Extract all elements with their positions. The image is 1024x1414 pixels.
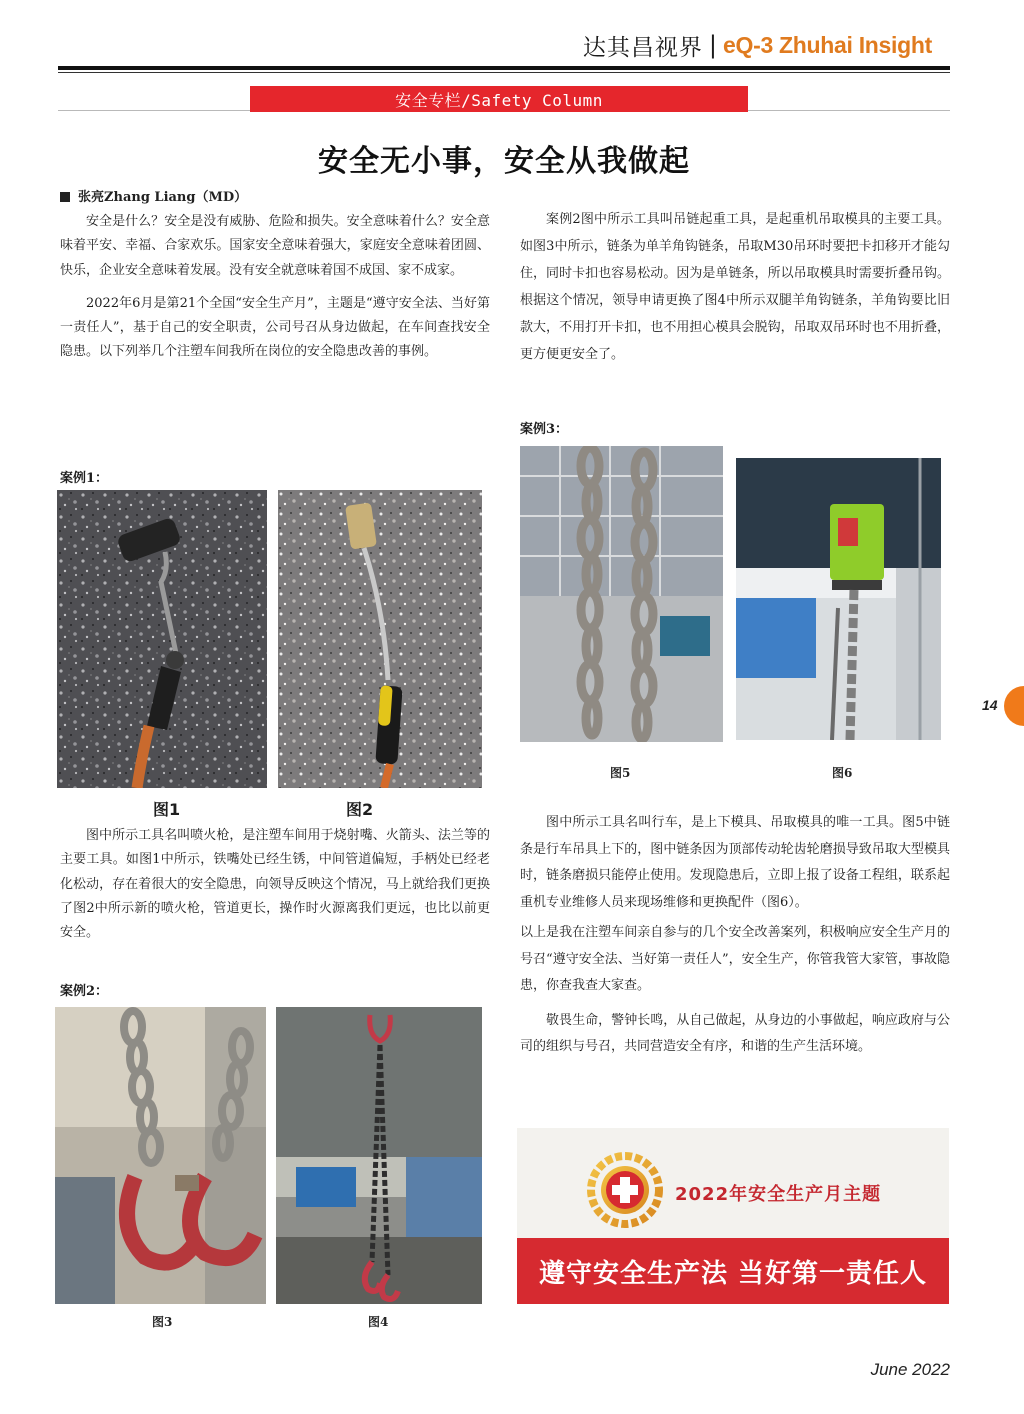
summary-paragraph: 以上是我在注塑车间亲自参与的几个安全改善案列，积极响应安全生产月的号召“遵守安全法、当好第一责任人”，安全生产，你管我管大家管，事故隐患，你查我查大家查。 — [520, 925, 950, 993]
author-line — [60, 186, 247, 205]
figure-4-caption: 图4 — [368, 1315, 389, 1329]
figure-3-caption: 图3 — [152, 1315, 173, 1329]
masthead-separator: | — [708, 31, 718, 59]
case1-paragraph: 图中所示工具名叫喷火枪，是注塑车间用于烧射嘴、火箭头、法兰等的主要工具。如图1中所示，铁嘴处已经生锈，中间管道偏短，手柄处已经老化松动，存在着很大的安全隐患，向领导反映这个情况，马上就给我们更换了图2中所示新的喷火枪，管道更长，操作时火源离我们更远，也比以前更安全。 — [60, 828, 490, 941]
author-name: 张亮Zhang Liang（MD） — [78, 190, 248, 205]
figure-5-caption: 图5 — [610, 766, 631, 780]
column-banner: 安全专栏/Safety Column — [250, 86, 748, 112]
case1-label: 案例1： — [60, 471, 109, 486]
masthead-en: eQ-3 Zhuhai Insight — [723, 31, 932, 58]
header-rule-thin — [58, 72, 950, 73]
figure-2-photo — [278, 490, 482, 788]
safety-cross-emblem-icon — [585, 1150, 665, 1230]
poster-year-title: 2022年安全生产月主题 — [675, 1184, 882, 1205]
figure-3-photo — [55, 1007, 266, 1304]
masthead-cn: 达其昌视界 — [582, 34, 703, 61]
figure-6-photo — [736, 458, 941, 740]
figure-4-photo — [276, 1007, 482, 1304]
figure-5-photo — [520, 446, 723, 742]
case3-paragraph: 图中所示工具名叫行车，是上下模具、吊取模具的唯一工具。图5中链条是行车吊具上下的，图中链条因为顶部传动轮齿轮磨损导致吊取大型模具时，链条磨损只能停止使用。发现隐患后，立即上报了设备工程组，联系起重机专业维修人员来现场维修和更换配件（图6）。 — [520, 815, 950, 910]
safety-month-poster — [517, 1128, 949, 1304]
page-number: 14 — [982, 697, 998, 713]
figure-2-caption: 图2 — [346, 800, 374, 819]
case1-text — [60, 824, 490, 945]
case3-label: 案例3： — [520, 422, 569, 437]
case2-label: 案例2： — [60, 984, 109, 999]
author-bullet-icon — [60, 192, 70, 202]
figure-6-caption: 图6 — [832, 766, 853, 780]
masthead — [560, 28, 932, 62]
case2-paragraph: 案例2图中所示工具叫吊链起重工具，是起重机吊取模具的主要工具。如图3中所示，链条为单羊角钩链条，吊取M30吊环时要把卡扣移开才能勾住，同时卡扣也容易松动。因为是单链条，所以吊取模具时需要折叠吊钩。根据这个情况，领导申请更换了图4中所示双腿羊角钩链条，羊角钩要比旧款大，不用打开卡扣，也不用担心模具会脱钩，吊取双吊环时也不用折叠，更方便更安全了。 — [520, 212, 950, 362]
closing-paragraph: 敬畏生命，警钟长鸣，从自己做起，从身边的小事做起，响应政府与公司的组织与号召，共同营造安全有序，和谐的生产生活环境。 — [520, 1012, 950, 1054]
poster-slogan-band — [517, 1238, 949, 1304]
intro-paragraph-1: 安全是什么？安全是没有威胁、危险和损失。安全意味着什么？安全意味着平安、幸福、合家欢乐。国家安全意味着强大，家庭安全意味着团圆、快乐，企业安全意味着发展。没有安全就意味着国不成国、家不成家。 — [60, 214, 490, 278]
intro-text — [60, 210, 490, 365]
header-rule-thick — [58, 66, 950, 70]
intro-paragraph-2: 2022年6月是第21个全国“安全生产月”，主题是“遵守安全法、当好第一责任人”，基于自己的安全职责，公司号召从身边做起，在车间查找安全隐患。以下列举几个注塑车间我所在岗位的安全隐患改善的事例。 — [60, 295, 490, 360]
poster-slogan: 遵守安全生产法 当好第一责任人 — [538, 1258, 928, 1289]
issue-date: June 2022 — [870, 1360, 950, 1379]
figure-1-photo — [57, 490, 267, 788]
article-title: 安全无小事，安全从我做起 — [318, 144, 690, 179]
figure-1-caption: 图1 — [153, 800, 181, 819]
case3-text — [520, 810, 950, 1061]
case2-text — [520, 206, 950, 368]
page-tab-marker — [1004, 686, 1024, 726]
